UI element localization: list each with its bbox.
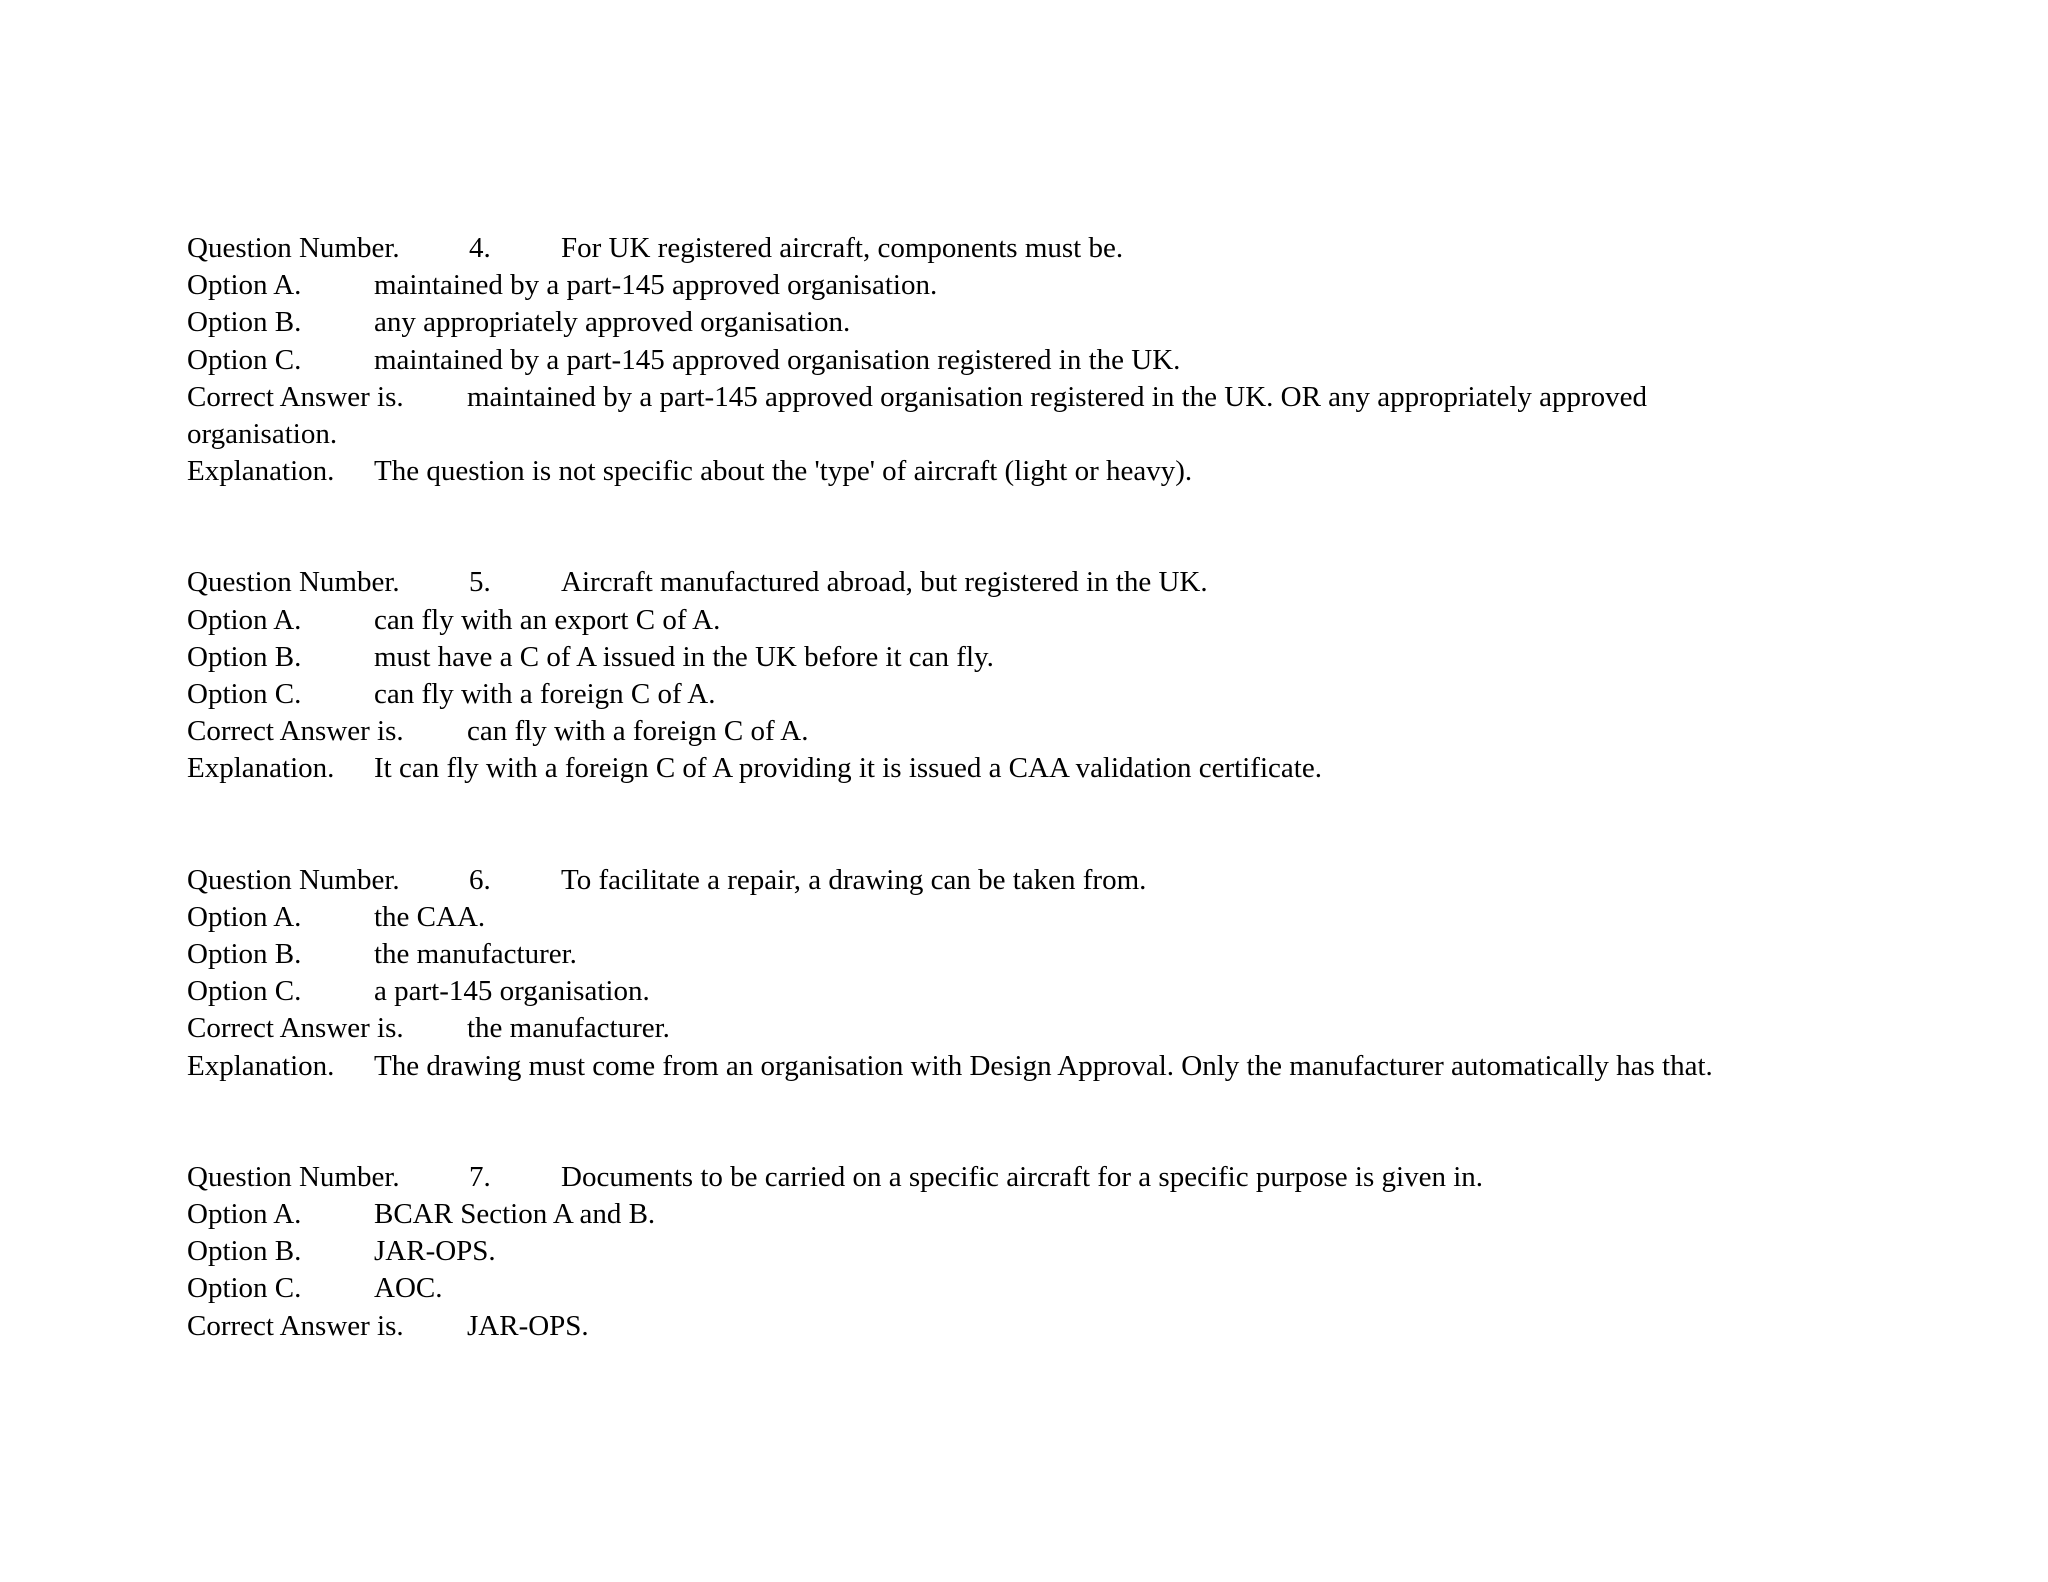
explanation-row	[187, 1048, 1887, 1085]
explanation-label: Explanation.	[187, 455, 335, 488]
option-c-row	[187, 676, 1887, 713]
correct-answer-text: maintained by a part-145 approved organisation registered in the UK. OR any appropriately approved	[467, 380, 1648, 413]
correct-answer-label: Correct Answer is.	[187, 1012, 404, 1045]
question-block-4	[187, 230, 1887, 490]
option-c-text: a part-145 organisation.	[374, 975, 650, 1008]
correct-answer-row	[187, 379, 1887, 416]
option-b-text: any appropriately approved organisation.	[374, 306, 851, 339]
question-number: 4.	[469, 232, 491, 264]
question-text: To facilitate a repair, a drawing can be taken from.	[561, 863, 1147, 896]
question-number-label: Question Number.	[187, 863, 400, 896]
option-b-label: Option B.	[187, 640, 302, 673]
correct-answer-text: the manufacturer.	[467, 1012, 670, 1045]
option-b-label: Option B.	[187, 1235, 302, 1268]
option-a-label: Option A.	[187, 1198, 302, 1231]
option-b-text: must have a C of A issued in the UK before it can fly.	[374, 640, 994, 673]
correct-answer-row	[187, 713, 1887, 750]
option-c-label: Option C.	[187, 678, 302, 711]
option-c-label: Option C.	[187, 975, 302, 1008]
option-a-row	[187, 267, 1887, 304]
question-text: For UK registered aircraft, components must be.	[561, 232, 1124, 264]
option-b-row	[187, 1233, 1887, 1270]
option-c-row	[187, 1270, 1887, 1307]
question-number: 5.	[469, 566, 491, 599]
question-header	[187, 1159, 1887, 1196]
option-a-label: Option A.	[187, 603, 302, 636]
correct-answer-text: JAR-OPS.	[467, 1309, 589, 1342]
question-number: 7.	[469, 1160, 491, 1193]
option-b-row	[187, 639, 1887, 676]
option-a-text: maintained by a part-145 approved organisation.	[374, 269, 938, 302]
explanation-label: Explanation.	[187, 1049, 335, 1082]
option-c-text: maintained by a part-145 approved organisation registered in the UK.	[374, 343, 1181, 376]
correct-answer-row	[187, 1010, 1887, 1047]
option-b-text: JAR-OPS.	[374, 1235, 496, 1268]
correct-answer-text: can fly with a foreign C of A.	[467, 715, 809, 748]
option-a-row	[187, 899, 1887, 936]
correct-answer-label: Correct Answer is.	[187, 715, 404, 748]
correct-answer-label: Correct Answer is.	[187, 1309, 404, 1342]
option-c-text: AOC.	[374, 1272, 443, 1305]
question-number-label: Question Number.	[187, 566, 400, 599]
option-a-label: Option A.	[187, 269, 302, 302]
explanation-text: The question is not specific about the 'type' of aircraft (light or heavy).	[374, 455, 1193, 488]
option-c-row	[187, 342, 1887, 379]
option-a-text: the CAA.	[374, 900, 486, 933]
explanation-row	[187, 750, 1887, 787]
question-number: 6.	[469, 863, 491, 896]
explanation-text: It can fly with a foreign C of A providing it is issued a CAA validation certificate.	[374, 752, 1322, 785]
explanation-text: The drawing must come from an organisation with Design Approval. Only the manufacturer automatically has that.	[374, 1049, 1713, 1082]
correct-answer-text-continued: organisation.	[187, 418, 338, 451]
question-header	[187, 862, 1887, 899]
option-a-text: BCAR Section A and B.	[374, 1198, 656, 1231]
explanation-label: Explanation.	[187, 752, 335, 785]
correct-answer-row	[187, 1308, 1887, 1345]
option-c-row	[187, 973, 1887, 1010]
correct-answer-label: Correct Answer is.	[187, 380, 404, 413]
option-c-label: Option C.	[187, 1272, 302, 1305]
question-block-7	[187, 1159, 1887, 1345]
question-text: Aircraft manufactured abroad, but registered in the UK.	[561, 566, 1208, 599]
option-c-text: can fly with a foreign C of A.	[374, 678, 716, 711]
option-b-row	[187, 304, 1887, 341]
question-header	[187, 230, 1887, 267]
question-block-6	[187, 862, 1887, 1085]
question-header	[187, 564, 1887, 601]
option-a-row	[187, 602, 1887, 639]
option-b-text: the manufacturer.	[374, 938, 577, 971]
question-block-5	[187, 564, 1887, 787]
question-number-label: Question Number.	[187, 1160, 400, 1193]
question-number-label: Question Number.	[187, 232, 400, 264]
option-a-label: Option A.	[187, 900, 302, 933]
correct-answer-continuation	[187, 416, 1887, 453]
question-text: Documents to be carried on a specific aircraft for a specific purpose is given in.	[561, 1160, 1483, 1193]
option-b-label: Option B.	[187, 306, 302, 339]
explanation-row	[187, 453, 1887, 490]
option-a-row	[187, 1196, 1887, 1233]
option-a-text: can fly with an export C of A.	[374, 603, 721, 636]
document-page	[187, 230, 1887, 1419]
option-c-label: Option C.	[187, 343, 302, 376]
option-b-row	[187, 936, 1887, 973]
option-b-label: Option B.	[187, 938, 302, 971]
